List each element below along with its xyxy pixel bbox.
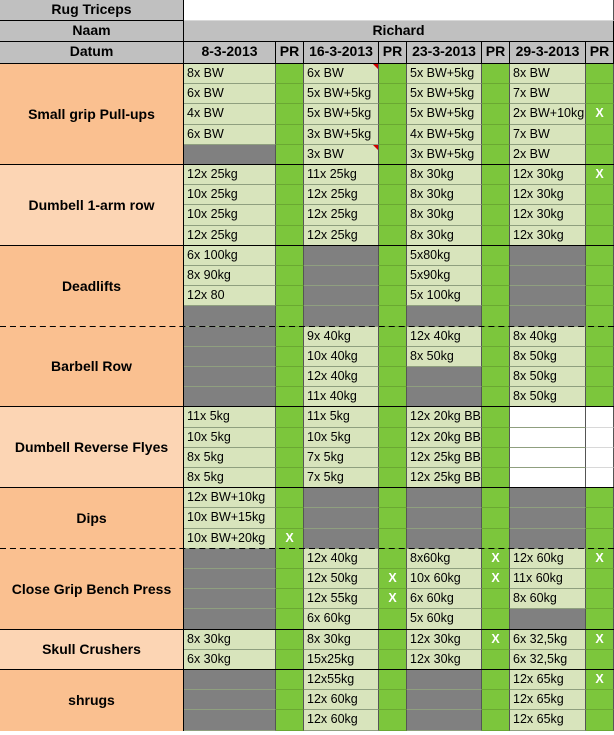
set-cell[interactable]: 8x 5kg bbox=[184, 468, 276, 488]
pr-cell[interactable]: X bbox=[586, 165, 614, 185]
pr-cell[interactable] bbox=[276, 448, 304, 468]
pr-cell[interactable] bbox=[276, 690, 304, 710]
pr-cell[interactable] bbox=[482, 165, 510, 185]
set-cell[interactable]: 12x 30kg bbox=[510, 185, 586, 205]
set-cell[interactable]: 6x 30kg bbox=[184, 650, 276, 670]
pr-cell[interactable] bbox=[586, 205, 614, 225]
empty-cell[interactable] bbox=[184, 609, 276, 629]
set-cell[interactable]: 3x BW+5kg bbox=[407, 145, 482, 165]
empty-cell[interactable] bbox=[184, 306, 276, 326]
empty-cell[interactable] bbox=[304, 246, 379, 266]
pr-cell[interactable] bbox=[276, 226, 304, 246]
pr-cell[interactable] bbox=[276, 266, 304, 286]
empty-cell[interactable] bbox=[407, 529, 482, 549]
empty-cell[interactable] bbox=[510, 286, 586, 306]
empty-cell[interactable] bbox=[184, 549, 276, 569]
pr-cell[interactable] bbox=[379, 145, 407, 165]
pr-cell[interactable] bbox=[276, 367, 304, 387]
pr-cell[interactable] bbox=[379, 84, 407, 104]
empty-cell[interactable] bbox=[184, 670, 276, 690]
pr-cell[interactable] bbox=[482, 226, 510, 246]
pr-cell[interactable]: X bbox=[276, 529, 304, 549]
set-cell[interactable]: 12x 60kg bbox=[304, 690, 379, 710]
comment-indicator-icon[interactable] bbox=[373, 145, 378, 150]
pr-cell[interactable] bbox=[276, 428, 304, 448]
pr-cell[interactable] bbox=[482, 266, 510, 286]
set-cell[interactable]: 10x 40kg bbox=[304, 347, 379, 367]
pr-cell[interactable] bbox=[379, 165, 407, 185]
pr-header-4[interactable]: PR bbox=[586, 42, 614, 64]
set-cell[interactable]: 6x BW bbox=[184, 84, 276, 104]
exercise-name-4[interactable]: Barbell Row bbox=[0, 327, 184, 408]
pr-cell[interactable] bbox=[276, 185, 304, 205]
set-cell[interactable]: 15x25kg bbox=[304, 650, 379, 670]
set-cell[interactable]: 12x 20kg BB bbox=[407, 428, 482, 448]
pr-cell[interactable] bbox=[276, 407, 304, 427]
set-cell[interactable]: 5x BW+5kg bbox=[304, 104, 379, 124]
set-cell[interactable]: 12x 65kg bbox=[510, 690, 586, 710]
set-cell[interactable]: 12x 65kg bbox=[510, 670, 586, 690]
set-cell[interactable]: 8x BW bbox=[184, 64, 276, 84]
pr-cell[interactable] bbox=[586, 710, 614, 730]
exercise-name-9[interactable]: shrugs bbox=[0, 670, 184, 731]
pr-cell[interactable] bbox=[586, 367, 614, 387]
pr-cell[interactable] bbox=[482, 670, 510, 690]
pr-cell[interactable] bbox=[482, 306, 510, 326]
set-cell[interactable]: 12x 40kg bbox=[304, 549, 379, 569]
pr-cell[interactable] bbox=[586, 347, 614, 367]
title-cell[interactable]: Rug Triceps bbox=[0, 0, 184, 21]
set-cell[interactable]: 5x90kg bbox=[407, 266, 482, 286]
empty-cell[interactable] bbox=[407, 710, 482, 730]
pr-cell[interactable] bbox=[586, 64, 614, 84]
pr-cell[interactable] bbox=[482, 145, 510, 165]
pr-cell[interactable] bbox=[586, 327, 614, 347]
set-cell[interactable]: 12x 60kg bbox=[304, 710, 379, 730]
pr-cell[interactable] bbox=[379, 468, 407, 488]
set-cell[interactable]: 12x 50kg bbox=[304, 569, 379, 589]
set-cell[interactable]: 10x BW+20kg bbox=[184, 529, 276, 549]
pr-cell[interactable] bbox=[276, 327, 304, 347]
set-cell[interactable]: 8x 50kg bbox=[510, 387, 586, 407]
pr-header-2[interactable]: PR bbox=[379, 42, 407, 64]
pr-cell[interactable] bbox=[586, 226, 614, 246]
empty-cell[interactable] bbox=[184, 145, 276, 165]
pr-cell[interactable] bbox=[586, 125, 614, 145]
set-cell[interactable]: 12x 25kg bbox=[304, 185, 379, 205]
empty-cell[interactable] bbox=[184, 367, 276, 387]
pr-cell[interactable]: X bbox=[482, 569, 510, 589]
set-cell[interactable]: 5x BW+5kg bbox=[407, 84, 482, 104]
set-cell[interactable]: 10x BW+15kg bbox=[184, 508, 276, 528]
empty-cell[interactable] bbox=[510, 508, 586, 528]
set-cell[interactable]: 12x 65kg bbox=[510, 710, 586, 730]
set-cell[interactable] bbox=[510, 428, 586, 448]
set-cell[interactable]: 7x BW bbox=[510, 125, 586, 145]
pr-cell[interactable] bbox=[276, 84, 304, 104]
set-cell[interactable]: 5x BW+5kg bbox=[407, 104, 482, 124]
pr-cell[interactable] bbox=[276, 508, 304, 528]
set-cell[interactable]: 11x 60kg bbox=[510, 569, 586, 589]
pr-cell[interactable] bbox=[379, 549, 407, 569]
date-header-3[interactable]: 23-3-2013 bbox=[407, 42, 482, 64]
exercise-name-7[interactable]: Close Grip Bench Press bbox=[0, 549, 184, 630]
pr-cell[interactable] bbox=[276, 650, 304, 670]
comment-indicator-icon[interactable] bbox=[373, 64, 378, 69]
set-cell[interactable]: 5x BW+5kg bbox=[304, 84, 379, 104]
pr-cell[interactable] bbox=[379, 64, 407, 84]
empty-cell[interactable] bbox=[510, 266, 586, 286]
pr-cell[interactable] bbox=[482, 468, 510, 488]
empty-cell[interactable] bbox=[407, 488, 482, 508]
empty-cell[interactable] bbox=[304, 508, 379, 528]
pr-cell[interactable] bbox=[482, 387, 510, 407]
naam-label-cell[interactable]: Naam bbox=[0, 21, 184, 42]
set-cell[interactable]: 10x 60kg bbox=[407, 569, 482, 589]
empty-cell[interactable] bbox=[184, 710, 276, 730]
pr-cell[interactable] bbox=[276, 205, 304, 225]
empty-cell[interactable] bbox=[304, 306, 379, 326]
set-cell[interactable]: 10x 25kg bbox=[184, 185, 276, 205]
set-cell[interactable]: 11x 25kg bbox=[304, 165, 379, 185]
set-cell[interactable]: 7x 5kg bbox=[304, 468, 379, 488]
empty-cell[interactable] bbox=[407, 690, 482, 710]
set-cell[interactable]: 8x BW bbox=[510, 64, 586, 84]
set-cell[interactable]: 12x 40kg bbox=[304, 367, 379, 387]
pr-cell[interactable] bbox=[482, 347, 510, 367]
set-cell[interactable]: 12x 40kg bbox=[407, 327, 482, 347]
set-cell[interactable]: 6x 100kg bbox=[184, 246, 276, 266]
set-cell[interactable]: 6x BW bbox=[304, 64, 379, 84]
exercise-name-8[interactable]: Skull Crushers bbox=[0, 630, 184, 670]
empty-cell[interactable] bbox=[304, 529, 379, 549]
pr-cell[interactable] bbox=[586, 650, 614, 670]
pr-cell[interactable] bbox=[586, 428, 614, 448]
pr-cell[interactable] bbox=[276, 246, 304, 266]
pr-cell[interactable] bbox=[379, 347, 407, 367]
empty-cell[interactable] bbox=[184, 327, 276, 347]
set-cell[interactable]: 12x 30kg bbox=[510, 165, 586, 185]
pr-cell[interactable] bbox=[276, 64, 304, 84]
pr-cell[interactable] bbox=[586, 84, 614, 104]
pr-cell[interactable] bbox=[482, 589, 510, 609]
pr-cell[interactable] bbox=[379, 407, 407, 427]
pr-cell[interactable] bbox=[379, 327, 407, 347]
pr-cell[interactable] bbox=[379, 710, 407, 730]
pr-cell[interactable] bbox=[379, 286, 407, 306]
empty-cell[interactable] bbox=[407, 367, 482, 387]
set-cell[interactable]: 7x BW bbox=[510, 84, 586, 104]
set-cell[interactable]: 8x 30kg bbox=[184, 630, 276, 650]
pr-cell[interactable] bbox=[482, 690, 510, 710]
pr-cell[interactable] bbox=[482, 64, 510, 84]
set-cell[interactable]: 3x BW bbox=[304, 145, 379, 165]
set-cell[interactable]: 12x 25kg bbox=[304, 226, 379, 246]
pr-cell[interactable] bbox=[379, 508, 407, 528]
pr-cell[interactable] bbox=[586, 529, 614, 549]
set-cell[interactable]: 9x 40kg bbox=[304, 327, 379, 347]
pr-cell[interactable] bbox=[276, 145, 304, 165]
set-cell[interactable]: 8x 90kg bbox=[184, 266, 276, 286]
set-cell[interactable]: 8x 5kg bbox=[184, 448, 276, 468]
pr-cell[interactable]: X bbox=[482, 549, 510, 569]
empty-cell[interactable] bbox=[407, 306, 482, 326]
set-cell[interactable]: 12x 25kg bbox=[304, 205, 379, 225]
pr-cell[interactable] bbox=[482, 448, 510, 468]
pr-cell[interactable] bbox=[586, 508, 614, 528]
pr-cell[interactable] bbox=[586, 246, 614, 266]
pr-cell[interactable] bbox=[586, 145, 614, 165]
pr-cell[interactable] bbox=[276, 630, 304, 650]
set-cell[interactable]: 6x BW bbox=[184, 125, 276, 145]
pr-cell[interactable] bbox=[586, 266, 614, 286]
set-cell[interactable] bbox=[510, 407, 586, 427]
set-cell[interactable]: 11x 40kg bbox=[304, 387, 379, 407]
pr-cell[interactable] bbox=[276, 387, 304, 407]
set-cell[interactable]: 12x BW+10kg bbox=[184, 488, 276, 508]
pr-cell[interactable] bbox=[276, 670, 304, 690]
pr-cell[interactable] bbox=[379, 246, 407, 266]
pr-cell[interactable] bbox=[379, 387, 407, 407]
set-cell[interactable]: 12x 25kg bbox=[184, 226, 276, 246]
set-cell[interactable]: 6x 32,5kg bbox=[510, 650, 586, 670]
empty-cell[interactable] bbox=[304, 266, 379, 286]
pr-cell[interactable] bbox=[379, 630, 407, 650]
set-cell[interactable]: 7x 5kg bbox=[304, 448, 379, 468]
set-cell[interactable]: 12x 80 bbox=[184, 286, 276, 306]
pr-cell[interactable] bbox=[379, 104, 407, 124]
set-cell[interactable]: 11x 5kg bbox=[304, 407, 379, 427]
set-cell[interactable]: 5x80kg bbox=[407, 246, 482, 266]
exercise-name-5[interactable]: Dumbell Reverse Flyes bbox=[0, 407, 184, 488]
set-cell[interactable]: 8x 30kg bbox=[407, 165, 482, 185]
set-cell[interactable]: 3x BW+5kg bbox=[304, 125, 379, 145]
pr-cell[interactable] bbox=[482, 205, 510, 225]
pr-cell[interactable] bbox=[379, 690, 407, 710]
set-cell[interactable]: 8x 30kg bbox=[407, 185, 482, 205]
set-cell[interactable]: 11x 5kg bbox=[184, 407, 276, 427]
set-cell[interactable]: 10x 5kg bbox=[304, 428, 379, 448]
pr-cell[interactable] bbox=[379, 529, 407, 549]
pr-cell[interactable] bbox=[379, 609, 407, 629]
pr-cell[interactable] bbox=[482, 286, 510, 306]
pr-cell[interactable] bbox=[586, 589, 614, 609]
set-cell[interactable]: 12x 25kg BB bbox=[407, 448, 482, 468]
empty-cell[interactable] bbox=[510, 488, 586, 508]
person-name-cell[interactable]: Richard bbox=[184, 21, 614, 42]
pr-cell[interactable] bbox=[379, 428, 407, 448]
set-cell[interactable] bbox=[510, 448, 586, 468]
set-cell[interactable]: 5x 60kg bbox=[407, 609, 482, 629]
set-cell[interactable]: 8x 60kg bbox=[510, 589, 586, 609]
set-cell[interactable]: 12x 30kg bbox=[407, 630, 482, 650]
pr-cell[interactable] bbox=[276, 125, 304, 145]
set-cell[interactable]: 5x 100kg bbox=[407, 286, 482, 306]
pr-cell[interactable] bbox=[482, 185, 510, 205]
set-cell[interactable]: 12x 30kg bbox=[510, 226, 586, 246]
date-header-1[interactable]: 8-3-2013 bbox=[184, 42, 276, 64]
pr-cell[interactable] bbox=[276, 569, 304, 589]
pr-cell[interactable] bbox=[586, 306, 614, 326]
pr-cell[interactable] bbox=[482, 407, 510, 427]
set-cell[interactable]: 8x 30kg bbox=[407, 205, 482, 225]
pr-cell[interactable] bbox=[276, 468, 304, 488]
set-cell[interactable]: 10x 5kg bbox=[184, 428, 276, 448]
pr-cell[interactable] bbox=[482, 246, 510, 266]
set-cell[interactable]: 5x BW+5kg bbox=[407, 64, 482, 84]
set-cell[interactable]: 8x 30kg bbox=[407, 226, 482, 246]
set-cell[interactable]: 8x 50kg bbox=[510, 347, 586, 367]
pr-cell[interactable]: X bbox=[482, 630, 510, 650]
empty-cell[interactable] bbox=[184, 569, 276, 589]
exercise-name-1[interactable]: Small grip Pull-ups bbox=[0, 64, 184, 165]
pr-cell[interactable] bbox=[276, 165, 304, 185]
set-cell[interactable]: 12x55kg bbox=[304, 670, 379, 690]
set-cell[interactable]: 12x 55kg bbox=[304, 589, 379, 609]
pr-cell[interactable] bbox=[379, 125, 407, 145]
exercise-name-3[interactable]: Deadlifts bbox=[0, 246, 184, 327]
pr-cell[interactable] bbox=[482, 488, 510, 508]
pr-cell[interactable] bbox=[379, 306, 407, 326]
set-cell[interactable]: 8x60kg bbox=[407, 549, 482, 569]
empty-cell[interactable] bbox=[510, 246, 586, 266]
empty-cell[interactable] bbox=[184, 347, 276, 367]
empty-cell[interactable] bbox=[407, 387, 482, 407]
pr-cell[interactable] bbox=[482, 609, 510, 629]
pr-cell[interactable]: X bbox=[586, 104, 614, 124]
pr-cell[interactable] bbox=[276, 488, 304, 508]
pr-cell[interactable] bbox=[586, 448, 614, 468]
datum-label-cell[interactable]: Datum bbox=[0, 42, 184, 64]
set-cell[interactable]: 8x 50kg bbox=[407, 347, 482, 367]
pr-cell[interactable] bbox=[276, 306, 304, 326]
pr-cell[interactable] bbox=[586, 185, 614, 205]
pr-cell[interactable]: X bbox=[379, 589, 407, 609]
pr-cell[interactable] bbox=[276, 710, 304, 730]
empty-header-cell[interactable] bbox=[184, 0, 614, 21]
date-header-4[interactable]: 29-3-2013 bbox=[510, 42, 586, 64]
empty-cell[interactable] bbox=[304, 488, 379, 508]
empty-cell[interactable] bbox=[407, 508, 482, 528]
set-cell[interactable]: 8x 40kg bbox=[510, 327, 586, 347]
set-cell[interactable]: 8x 30kg bbox=[304, 630, 379, 650]
pr-cell[interactable] bbox=[586, 488, 614, 508]
pr-cell[interactable] bbox=[482, 710, 510, 730]
set-cell[interactable]: 12x 30kg bbox=[510, 205, 586, 225]
pr-cell[interactable] bbox=[379, 205, 407, 225]
empty-cell[interactable] bbox=[510, 609, 586, 629]
pr-cell[interactable] bbox=[276, 609, 304, 629]
pr-header-3[interactable]: PR bbox=[482, 42, 510, 64]
pr-cell[interactable] bbox=[276, 347, 304, 367]
pr-cell[interactable] bbox=[482, 367, 510, 387]
pr-cell[interactable] bbox=[276, 286, 304, 306]
pr-cell[interactable] bbox=[379, 670, 407, 690]
pr-cell[interactable] bbox=[379, 226, 407, 246]
empty-cell[interactable] bbox=[184, 387, 276, 407]
empty-cell[interactable] bbox=[510, 529, 586, 549]
pr-cell[interactable]: X bbox=[586, 670, 614, 690]
pr-cell[interactable] bbox=[482, 508, 510, 528]
set-cell[interactable]: 12x 25kg bbox=[184, 165, 276, 185]
pr-cell[interactable] bbox=[276, 104, 304, 124]
set-cell[interactable]: 6x 32,5kg bbox=[510, 630, 586, 650]
empty-cell[interactable] bbox=[184, 690, 276, 710]
pr-cell[interactable] bbox=[586, 609, 614, 629]
empty-cell[interactable] bbox=[407, 670, 482, 690]
pr-cell[interactable] bbox=[482, 104, 510, 124]
set-cell[interactable]: 12x 20kg BB bbox=[407, 407, 482, 427]
pr-cell[interactable]: X bbox=[586, 549, 614, 569]
exercise-name-2[interactable]: Dumbell 1-arm row bbox=[0, 165, 184, 246]
set-cell[interactable]: 2x BW bbox=[510, 145, 586, 165]
pr-cell[interactable] bbox=[482, 529, 510, 549]
pr-cell[interactable] bbox=[276, 589, 304, 609]
set-cell[interactable]: 4x BW+5kg bbox=[407, 125, 482, 145]
pr-cell[interactable] bbox=[379, 448, 407, 468]
set-cell[interactable] bbox=[510, 468, 586, 488]
pr-cell[interactable] bbox=[586, 690, 614, 710]
set-cell[interactable]: 6x 60kg bbox=[407, 589, 482, 609]
set-cell[interactable]: 12x 30kg bbox=[407, 650, 482, 670]
set-cell[interactable]: 6x 60kg bbox=[304, 609, 379, 629]
pr-cell[interactable] bbox=[276, 549, 304, 569]
set-cell[interactable]: 4x BW bbox=[184, 104, 276, 124]
pr-cell[interactable] bbox=[586, 468, 614, 488]
pr-cell[interactable] bbox=[379, 185, 407, 205]
pr-cell[interactable] bbox=[482, 428, 510, 448]
pr-cell[interactable] bbox=[482, 327, 510, 347]
set-cell[interactable]: 8x 50kg bbox=[510, 367, 586, 387]
set-cell[interactable]: 12x 25kg BB bbox=[407, 468, 482, 488]
exercise-name-6[interactable]: Dips bbox=[0, 488, 184, 549]
pr-cell[interactable] bbox=[586, 387, 614, 407]
pr-cell[interactable] bbox=[586, 569, 614, 589]
pr-cell[interactable] bbox=[482, 650, 510, 670]
empty-cell[interactable] bbox=[184, 589, 276, 609]
pr-cell[interactable] bbox=[379, 266, 407, 286]
pr-cell[interactable] bbox=[482, 125, 510, 145]
set-cell[interactable]: 12x 60kg bbox=[510, 549, 586, 569]
pr-cell[interactable] bbox=[379, 488, 407, 508]
set-cell[interactable]: 10x 25kg bbox=[184, 205, 276, 225]
set-cell[interactable]: 2x BW+10kg bbox=[510, 104, 586, 124]
pr-cell[interactable] bbox=[379, 650, 407, 670]
pr-cell[interactable] bbox=[482, 84, 510, 104]
empty-cell[interactable] bbox=[510, 306, 586, 326]
pr-cell[interactable] bbox=[586, 286, 614, 306]
empty-cell[interactable] bbox=[304, 286, 379, 306]
pr-cell[interactable] bbox=[586, 407, 614, 427]
pr-cell[interactable]: X bbox=[586, 630, 614, 650]
pr-cell[interactable]: X bbox=[379, 569, 407, 589]
pr-header-1[interactable]: PR bbox=[276, 42, 304, 64]
date-header-2[interactable]: 16-3-2013 bbox=[304, 42, 379, 64]
pr-cell[interactable] bbox=[379, 367, 407, 387]
